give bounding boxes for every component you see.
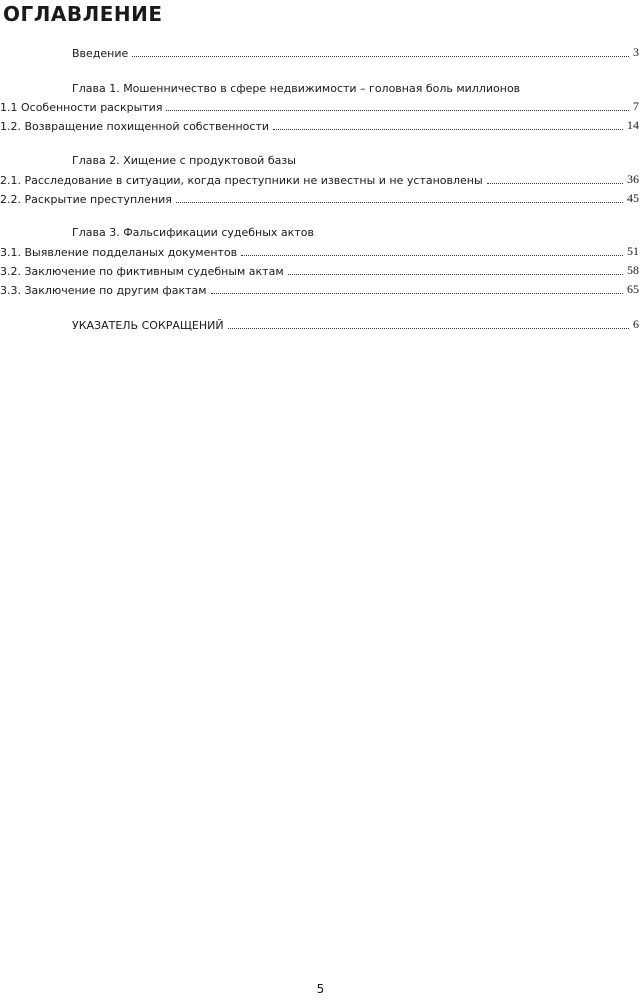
toc-entry-1-1[interactable] — [0, 98, 641, 114]
toc-entry-label: Введение — [72, 47, 129, 60]
toc-entry-label: 2.2. Раскрытие преступления — [0, 193, 172, 206]
toc-entry-label: 3.2. Заключение по фиктивным судебным актам — [0, 265, 284, 278]
dot-leader — [211, 293, 623, 294]
dot-leader — [176, 202, 623, 203]
dot-leader — [273, 129, 623, 130]
toc-chapter-3[interactable]: Глава 3. Фальсификации судебных актов — [72, 226, 314, 239]
dot-leader — [288, 274, 623, 275]
toc-entry-intro[interactable] — [0, 44, 641, 60]
toc-entry-label: 2.1. Расследование в ситуации, когда преступники не известны и не установлены — [0, 174, 483, 187]
toc-entry-abbreviations[interactable] — [0, 316, 641, 332]
toc-entry-label: 3.1. Выявление подделаных документов — [0, 246, 238, 259]
toc-page-number: 3 — [633, 45, 639, 59]
toc-page-number: 58 — [627, 263, 639, 277]
toc-entry-1-2[interactable] — [0, 117, 641, 133]
dot-leader — [132, 56, 629, 57]
toc-page-number: 14 — [627, 118, 639, 132]
dot-leader — [241, 255, 623, 256]
dot-leader — [228, 328, 629, 329]
toc-entry-3-3[interactable] — [0, 281, 641, 297]
page-title: ОГЛАВЛЕНИЕ — [3, 2, 163, 26]
toc-chapter-2[interactable]: Глава 2. Хищение с продуктовой базы — [72, 154, 296, 167]
toc-entry-2-2[interactable] — [0, 190, 641, 206]
toc-page-number: 36 — [627, 172, 639, 186]
toc-entry-2-1[interactable] — [0, 171, 641, 187]
toc-page-number: 6 — [633, 317, 639, 331]
dot-leader — [487, 183, 623, 184]
toc-entry-3-1[interactable] — [0, 243, 641, 259]
toc-page-number: 65 — [627, 282, 639, 296]
toc-page-number: 51 — [627, 244, 639, 258]
page-number: 5 — [316, 982, 325, 996]
toc-entry-label: 1.1 Особенности раскрытия — [0, 101, 163, 114]
dot-leader — [166, 110, 629, 111]
toc-chapter-1[interactable]: Глава 1. Мошенничество в сфере недвижимости – головная боль миллионов — [72, 82, 521, 95]
toc-page-number: 45 — [627, 191, 639, 205]
toc-page-number: 7 — [633, 99, 639, 113]
toc-entry-3-2[interactable] — [0, 262, 641, 278]
toc-entry-label: 1.2. Возвращение похищенной собственности — [0, 120, 270, 133]
toc-entry-label: 3.3. Заключение по другим фактам — [0, 284, 207, 297]
toc-entry-label: УКАЗАТЕЛЬ СОКРАЩЕНИЙ — [72, 319, 224, 332]
